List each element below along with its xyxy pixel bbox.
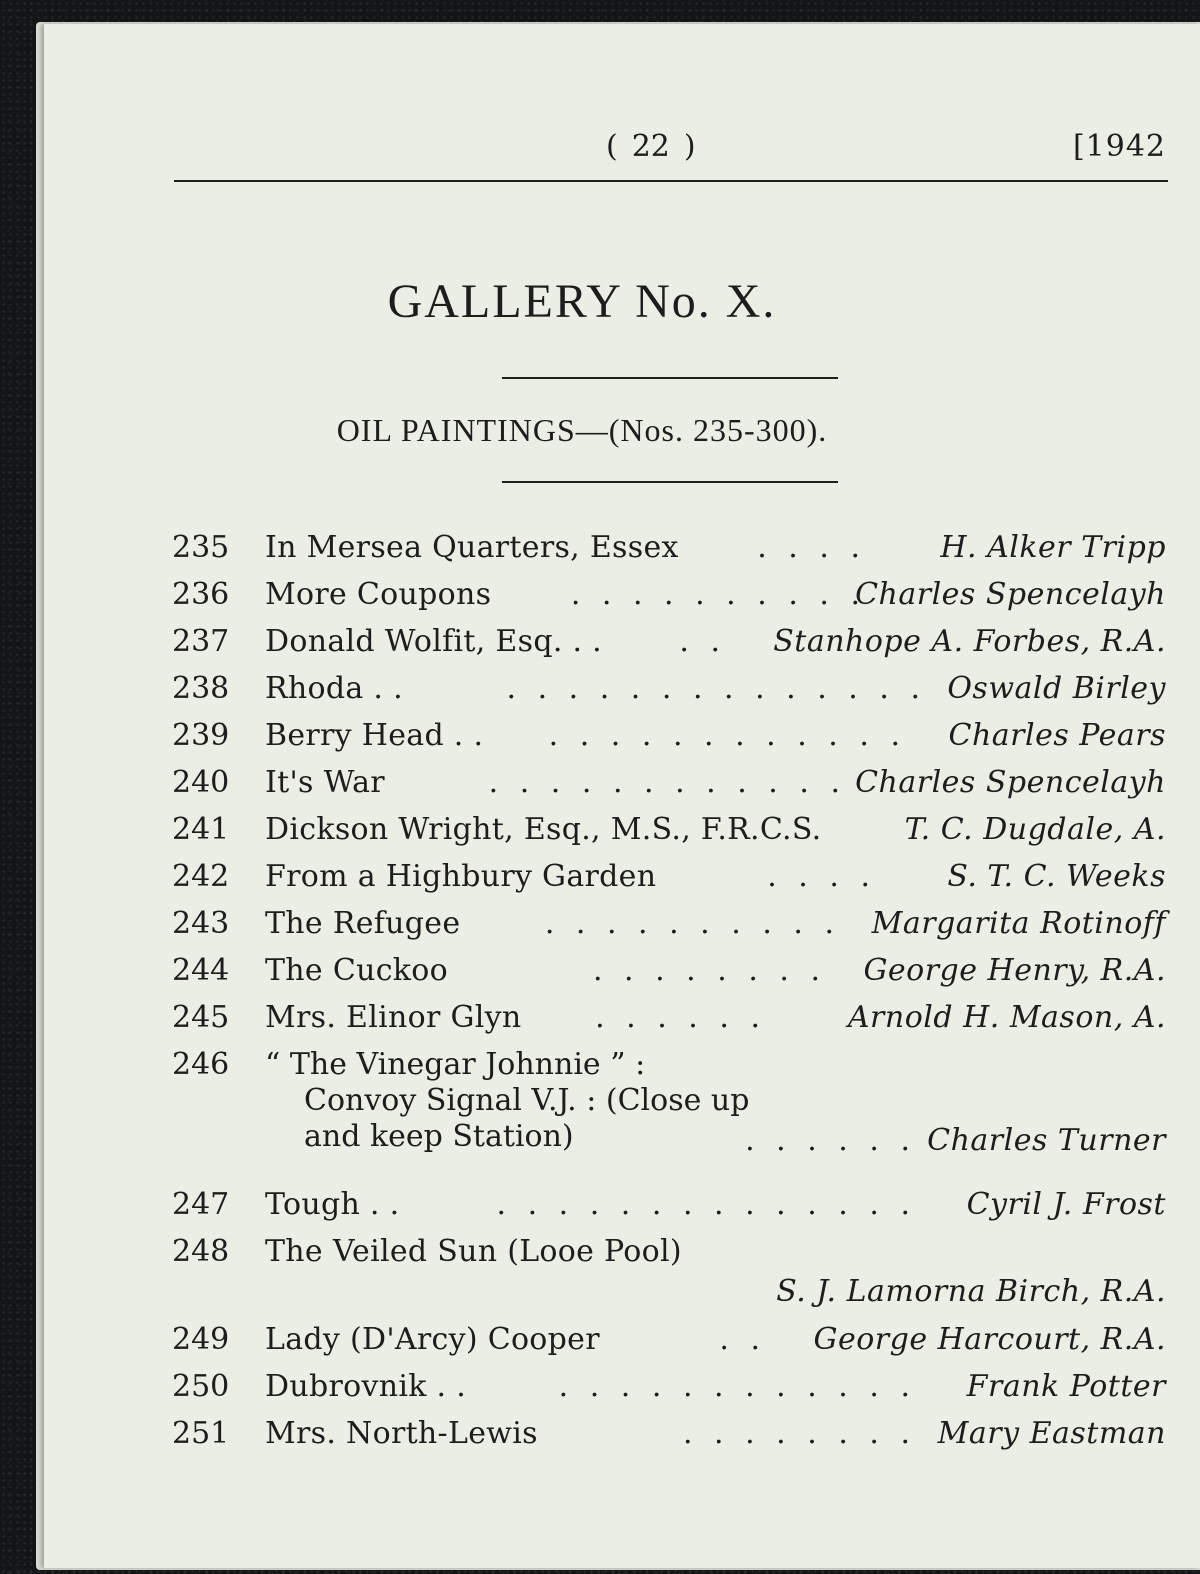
entry-title: Lady (D'Arcy) Cooper	[265, 1322, 600, 1357]
entry-artist: Charles Pears	[948, 718, 1166, 753]
dot-leader: . . . . . . . . . .	[570, 577, 866, 612]
section-title: OIL PAINTINGS—(Nos. 235-300).	[336, 412, 828, 448]
entry-title: Tough . .	[265, 1187, 400, 1222]
title-rule-top	[502, 377, 838, 379]
entry-title-continued: Convoy Signal V.J. : (Close up	[304, 1083, 750, 1118]
entry-number: 235	[172, 530, 230, 565]
entry-title: Mrs. North-Lewis	[265, 1416, 538, 1451]
entry-number: 251	[172, 1416, 230, 1451]
entry-artist: Arnold H. Mason, A.	[847, 1000, 1166, 1035]
entry-artist: T. C. Dugdale, A.	[904, 812, 1166, 847]
paren-open: (	[606, 129, 618, 164]
header-rule	[174, 180, 1168, 182]
entry-title: The Veiled Sun (Looe Pool)	[265, 1234, 682, 1269]
dot-leader: . . . . . . . . . . . . . .	[506, 671, 926, 706]
entry-title: Dubrovnik . .	[265, 1369, 467, 1404]
entry-artist: Charles Turner	[927, 1123, 1166, 1158]
list-item	[172, 1363, 1166, 1410]
entry-number: 242	[172, 859, 230, 894]
list-item	[172, 618, 1166, 665]
entry-number: 238	[172, 671, 230, 706]
list-item	[172, 524, 1166, 571]
entry-title: The Cuckoo	[265, 953, 448, 988]
entry-title: “ The Vinegar Johnnie ” :	[265, 1047, 646, 1082]
entry-title: In Mersea Quarters, Essex	[265, 530, 679, 565]
dot-leader: . . . . . . . . . .	[544, 906, 840, 941]
entry-number: 250	[172, 1369, 230, 1404]
entry-artist: H. Alker Tripp	[940, 530, 1166, 565]
entry-artist: Oswald Birley	[947, 671, 1166, 706]
list-item	[172, 994, 1166, 1041]
dot-leader: . . . . . . . . . . . . . .	[496, 1187, 916, 1222]
entry-title: The Refugee	[265, 906, 461, 941]
entry-title: Rhoda . .	[265, 671, 403, 706]
entry-number: 247	[172, 1187, 230, 1222]
list-item	[172, 712, 1166, 759]
entry-title: Donald Wolfit, Esq. . .	[265, 624, 603, 659]
entry-artist: Frank Potter	[966, 1369, 1166, 1404]
catalogue-page	[44, 24, 1200, 1568]
title-rule-bottom	[502, 481, 838, 483]
dot-leader: . .	[679, 624, 726, 659]
entry-number: 239	[172, 718, 230, 753]
entry-artist: Margarita Rotinoff	[871, 906, 1166, 941]
year-label: [1942	[1072, 129, 1166, 164]
list-item	[172, 759, 1166, 806]
entry-number: 246	[172, 1047, 230, 1082]
entry-number: 248	[172, 1234, 230, 1269]
entry-number: 244	[172, 953, 230, 988]
entry-title: Berry Head . .	[265, 718, 484, 753]
list-item	[172, 1181, 1166, 1228]
list-item	[172, 806, 1166, 853]
entry-artist: S. J. Lamorna Birch, R.A.	[776, 1274, 1166, 1309]
gallery-title: GALLERY No. X.	[387, 275, 777, 328]
entry-number: 236	[172, 577, 230, 612]
dot-leader: . .	[719, 1322, 766, 1357]
entry-artist: S. T. C. Weeks	[947, 859, 1166, 894]
dot-leader: . . . . . . . .	[592, 953, 826, 988]
painting-list	[172, 524, 1166, 1457]
list-item	[172, 571, 1166, 618]
entry-artist: Cyril J. Frost	[966, 1187, 1166, 1222]
entry-number: 240	[172, 765, 230, 800]
entry-title-continued: and keep Station)	[304, 1119, 574, 1154]
entry-number: 241	[172, 812, 230, 847]
dot-leader: . . . . . . . . . . . .	[548, 718, 906, 753]
paren-close: )	[683, 129, 696, 164]
entry-title: Mrs. Elinor Glyn	[265, 1000, 522, 1035]
list-item	[172, 1041, 1166, 1181]
page-number	[606, 129, 696, 164]
list-item	[172, 900, 1166, 947]
list-item	[172, 853, 1166, 900]
entry-artist: Charles Spencelayh	[855, 577, 1166, 612]
page-number-value: 22	[631, 129, 670, 164]
entry-title: From a Highbury Garden	[265, 859, 657, 894]
entry-artist: Mary Eastman	[937, 1416, 1166, 1451]
list-item	[172, 947, 1166, 994]
entry-title: It's War	[265, 765, 385, 800]
entry-number: 249	[172, 1322, 230, 1357]
list-item	[172, 1316, 1166, 1363]
page-header	[174, 129, 1166, 169]
dot-leader: . . . .	[757, 530, 866, 565]
dot-leader: . . . . . .	[595, 1000, 766, 1035]
list-item	[172, 665, 1166, 712]
entry-artist: Charles Spencelayh	[855, 765, 1166, 800]
dot-leader: . . . . . . . .	[682, 1416, 916, 1451]
entry-artist: George Harcourt, R.A.	[813, 1322, 1166, 1357]
entry-number: 243	[172, 906, 230, 941]
entry-number: 245	[172, 1000, 230, 1035]
dot-leader: . . . . . . . . . . . .	[488, 765, 846, 800]
list-item	[172, 1228, 1166, 1316]
list-item	[172, 1410, 1166, 1457]
dot-leader: . . . . . . . . . . . .	[558, 1369, 916, 1404]
entry-title: More Coupons	[265, 577, 492, 612]
entry-artist: George Henry, R.A.	[863, 953, 1166, 988]
entry-artist: Stanhope A. Forbes, R.A.	[773, 624, 1166, 659]
dot-leader: . . . . . .	[745, 1123, 916, 1158]
entry-number: 237	[172, 624, 230, 659]
entry-title: Dickson Wright, Esq., M.S., F.R.C.S.	[265, 812, 822, 847]
dot-leader: . . . .	[767, 859, 876, 894]
